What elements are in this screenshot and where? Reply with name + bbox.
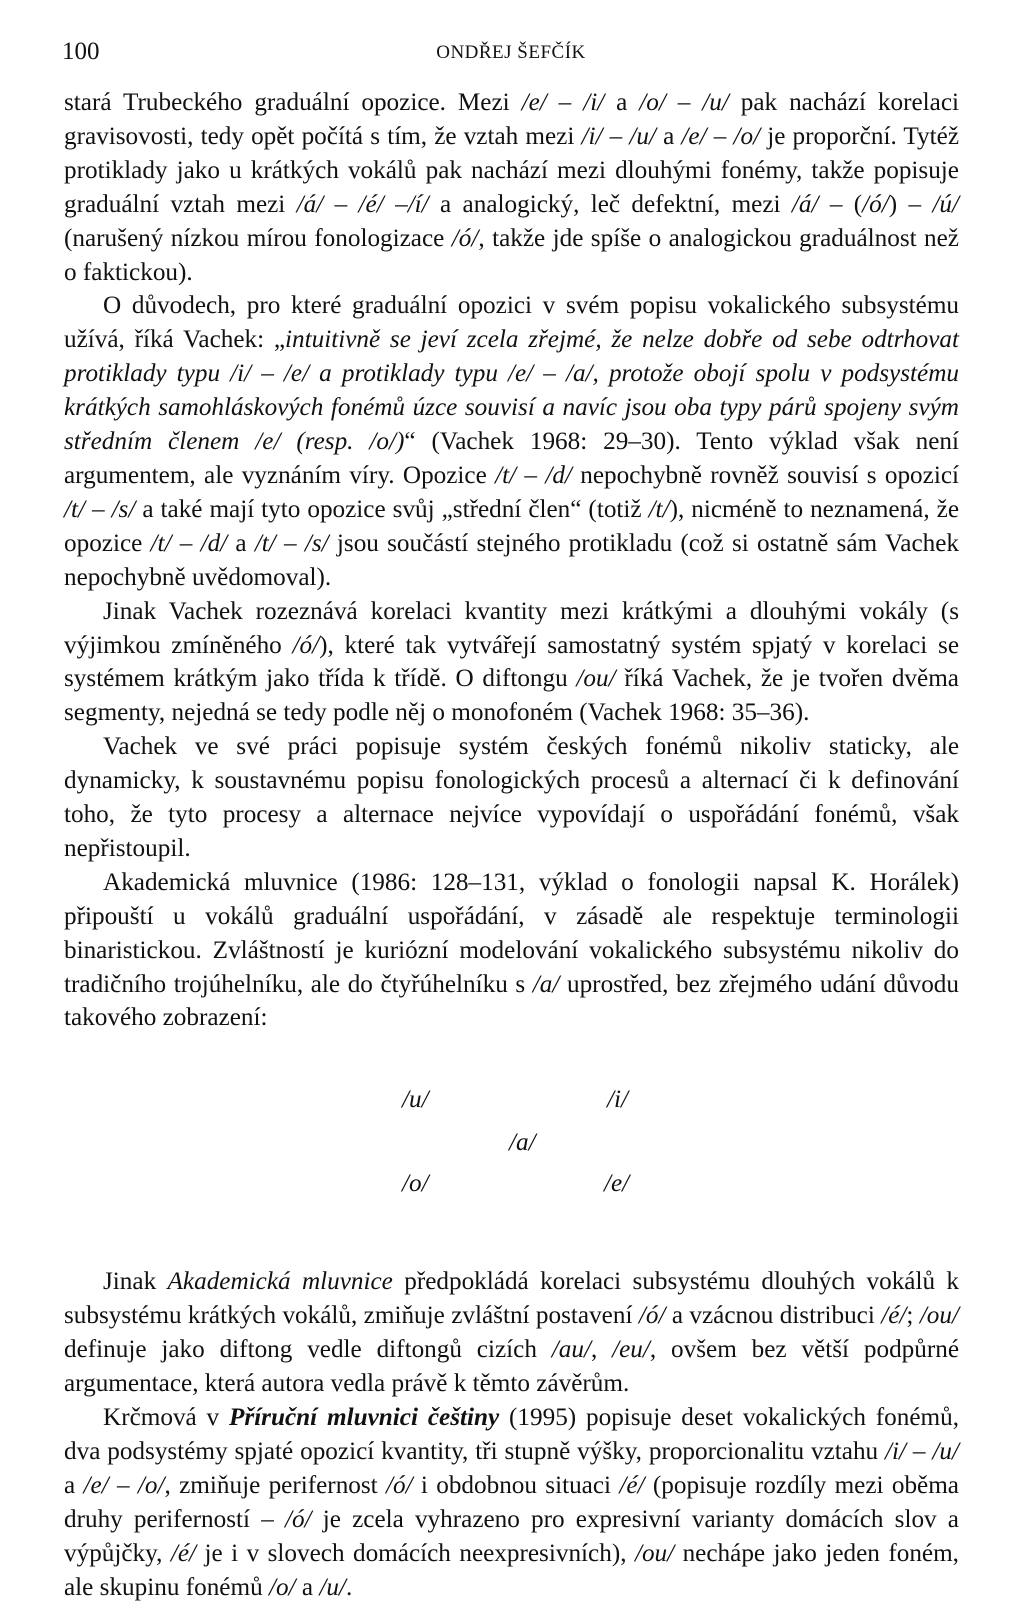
paragraph-3: Jinak Vachek rozeznává korelaci kvantity mezi krátkými a dlouhými vokály (s výjimkou zmíněného /ó/), které tak vytvářejí samostatný systém spjatý v korelaci se systémem krátkým jako třída k třídě. O diftongu /ou/ říká Vachek, že je tvořen dvěma segmenty, nejedná se tedy podle něj o monofoném (Vachek 1968: 35–36). [64, 597, 959, 727]
vowel-u: /u/ [402, 1086, 429, 1114]
vowel-a: /a/ [509, 1129, 536, 1157]
vowel-o: /o/ [402, 1170, 429, 1198]
vowel-quadrilateral-diagram [64, 1035, 959, 1265]
vowel-i: /i/ [607, 1086, 628, 1114]
vowel-e: /e/ [604, 1170, 630, 1198]
page-number: 100 [62, 38, 100, 65]
paragraph-1: stará Trubeckého graduální opozice. Mezi /e/ – /i/ a /o/ – /u/ pak nachází korelaci gravisovosti, tedy opět počítá s tím, že vztah mezi /i/ – /u/ a /e/ – /o/ je proporční. Tytéž protiklady jako u krátkých vokálů pak nachází mezi dlouhými fonémy, takže popisuje graduální vztah mezi /á/ – /é/ –/í/ a analogický, leč defektní, mezi /á/ – (/ó/) – /ú/ (narušený nízkou mírou fonologizace /ó/, takže jde spíše o analogickou graduálnost než o faktickou). [64, 89, 960, 286]
vachek-quote: intuitivně se jeví zcela zřejmé, že nelze dobře od sebe odtrhovat protiklady typu /i/ – /e/ a protiklady typu /e/ – /a/, protože obojí spolu v podsystému krátkých samohláskových fonémů úzce souvisí a navíc jsou oba typy párů spojeny svým středním členem /e/ (resp. /o/) [64, 326, 959, 456]
paragraph-5: Akademická mluvnice (1986: 128–131, výklad o fonologii napsal K. Horálek) připouští u vokálů graduální uspořádání, v zásadě ale respektuje terminologii binaristickou. Zvláštností je kuriózní modelování vokalického subsystému nikoliv do tradičního trojúhelníku, ale do čtyřúhelníku s /a/ uprostřed, bez zřejmého udání důvodu takového zobrazení: [64, 868, 959, 1032]
running-head: ONDŘEJ ŠEFČÍK [436, 42, 586, 63]
paragraph-4: Vachek ve své práci popisuje systém českých fonémů nikoliv staticky, ale dynamicky, k soustavnému popisu fonologických procesů a alternací či k definování toho, že tyto procesy a alternace nejvíce vypovídají o uspořádání fonémů, však nepřistoupil. [64, 733, 959, 862]
page-header [62, 38, 960, 78]
body-text [64, 86, 959, 1604]
paragraph-2: O důvodech, pro které graduální opozici v svém popisu vokalického subsystému užívá, říká Vachek: „intuitivně se jeví zcela zřejmé, že nelze dobře od sebe odtrhovat protiklady typu /i/ – /e/ a protiklady typu /e/ – /a/, protože obojí spolu v podsystému krátkých samohláskových fonémů úzce souvisí a navíc jsou oba typy párů spojeny svým středním členem /e/ (resp. /o/)“ (Vachek 1968: 29–30). Tento výklad však není argumentem, ale vyznáním víry. Opozice /t/ – /d/ nepochybně rovněž souvisí s opozicí /t/ – /s/ a také mají tyto opozice svůj „střední člen“ (totiž /t/), nicméně to neznamená, že opozice /t/ – /d/ a /t/ – /s/ jsou součástí stejného protikladu (což si ostatně sám Vachek nepochybně uvědomoval). [64, 292, 960, 591]
paragraph-6: Jinak Akademická mluvnice předpokládá korelaci subsystému dlouhých vokálů k subsystému krátkých vokálů, zmiňuje zvláštní postavení /ó/ a vzácnou distribuci /é/; /ou/ definuje jako diftong vedle diftongů cizích /au/, /eu/, ovšem bez větší podpůrné argumentace, která autora vedla právě k těmto závěrům. [64, 1268, 960, 1398]
paragraph-7: Krčmová v Příruční mluvnici češtiny (1995) popisuje deset vokalických fonémů, dva podsystémy spjaté opozicí kvantity, tři stupně výšky, proporcionalitu vztahu /i/ – /u/ a /e/ – /o/, zmiňuje perifernost /ó/ i obdobnou situaci /é/ (popisuje rozdíly mezi oběma druhy periferností – /ó/ je zcela vyhrazeno pro expresivní varianty domácích slov a výpůjčky, /é/ je i v slovech domácích neexpresivních), /ou/ nechápe jako jeden foném, ale skupinu fonémů /o/ a /u/. [64, 1404, 959, 1601]
